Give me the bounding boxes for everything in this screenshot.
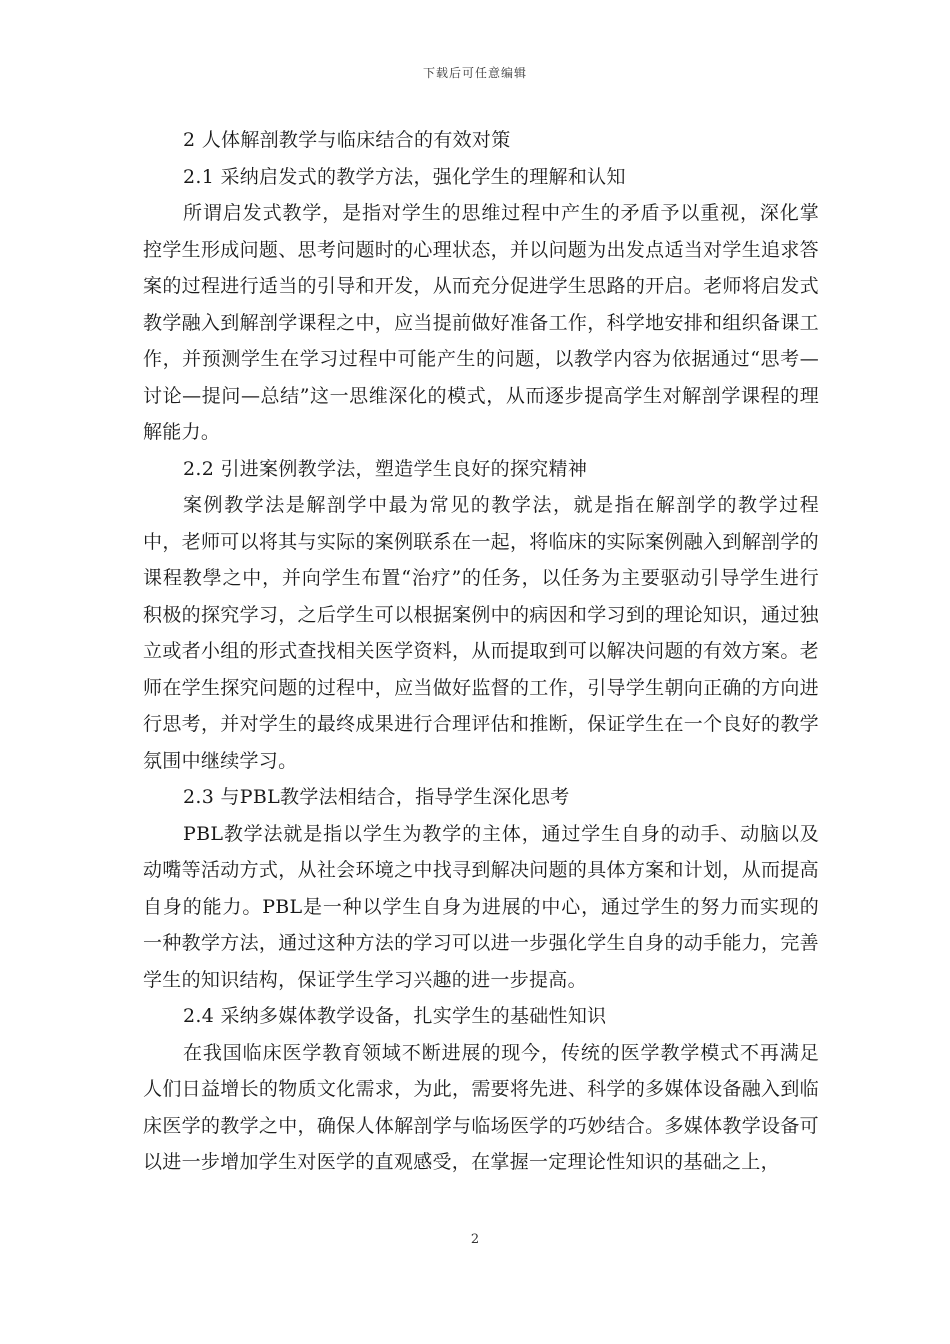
page-number: 2 (470, 1232, 480, 1247)
paragraph-case-teaching: 案例教学法是解剖学中最为常见的教学法，就是指在解剖学的教学过程中，老师可以将其与实际的案例联系在一起，将临床的实际案例融入到解剖学的课程教學之中，并向学生布置“治疗”的任务，以任务为主要驱动引导学生进行积极的探究学习，之后学生可以根据案例中的病因和学习到的理论知识，通过独立或者小组的形式查找相关医学资料，从而提取到可以解决问题的有效方案。老师在学生探究问题的过程中，应当做好监督的工作，引导学生朝向正确的方向进行思考，并对学生的最终成果进行合理评估和推断，保证学生在一个良好的教学氛围中继续学习。 (143, 494, 819, 772)
document-body (143, 122, 819, 1181)
subsection-heading-2-1: 2.1 采纳启发式的教学方法，强化学生的理解和认知 (183, 165, 626, 188)
section-heading-2: 2 人体解剖教学与临床结合的有效对策 (183, 129, 511, 151)
page-header: 下载后可任意编辑 (422, 66, 527, 80)
paragraph-multimedia-teaching: 在我国临床医学教育领域不断进展的现今，传统的医学教学模式不再满足人们日益增长的物质文化需求，为此，需要将先进、科学的多媒体设备融入到临床医学的教学之中，确保人体解剖学与临场医学的巧妙结合。多媒体教学设备可以进一步增加学生对医学的直观感受，在掌握一定理论性知识的基础之上， (143, 1041, 819, 1173)
subsection-heading-2-3: 2.3 与PBL教学法相结合，指导学生深化思考 (183, 786, 570, 808)
paragraph-heuristic-teaching: 所谓启发式教学，是指对学生的思维过程中产生的矛盾予以重视，深化掌控学生形成问题、思考问题时的心理状态，并以问题为出发点适当对学生追求答案的过程进行适当的引导和开发，从而充分促进学生思路的开启。老师将启发式教学融入到解剖学课程之中，应当提前做好准备工作，科学地安排和组织备课工作，并预测学生在学习过程中可能产生的问题，以教学内容为依据通过“思考—讨论—提问—总结”这一思维深化的模式，从而逐步提高学生对解剖学课程的理解能力。 (143, 202, 819, 443)
subsection-heading-2-2: 2.2 引进案例教学法，塑造学生良好的探究精神 (183, 457, 588, 480)
subsection-heading-2-4: 2.4 采纳多媒体教学设备，扎实学生的基础性知识 (183, 1005, 607, 1027)
paragraph-pbl-teaching: PBL教学法就是指以学生为教学的主体，通过学生自身的动手、动脑以及动嘴等活动方式，从社会环境之中找寻到解决问题的具体方案和计划，从而提高自身的能力。PBL是一种以学生自身为进展的中心，通过学生的努力而实现的一种教学方法，通过这种方法的学习可以进一步强化学生自身的动手能力，完善学生的知识结构，保证学生学习兴趣的进一步提高。 (143, 822, 819, 991)
